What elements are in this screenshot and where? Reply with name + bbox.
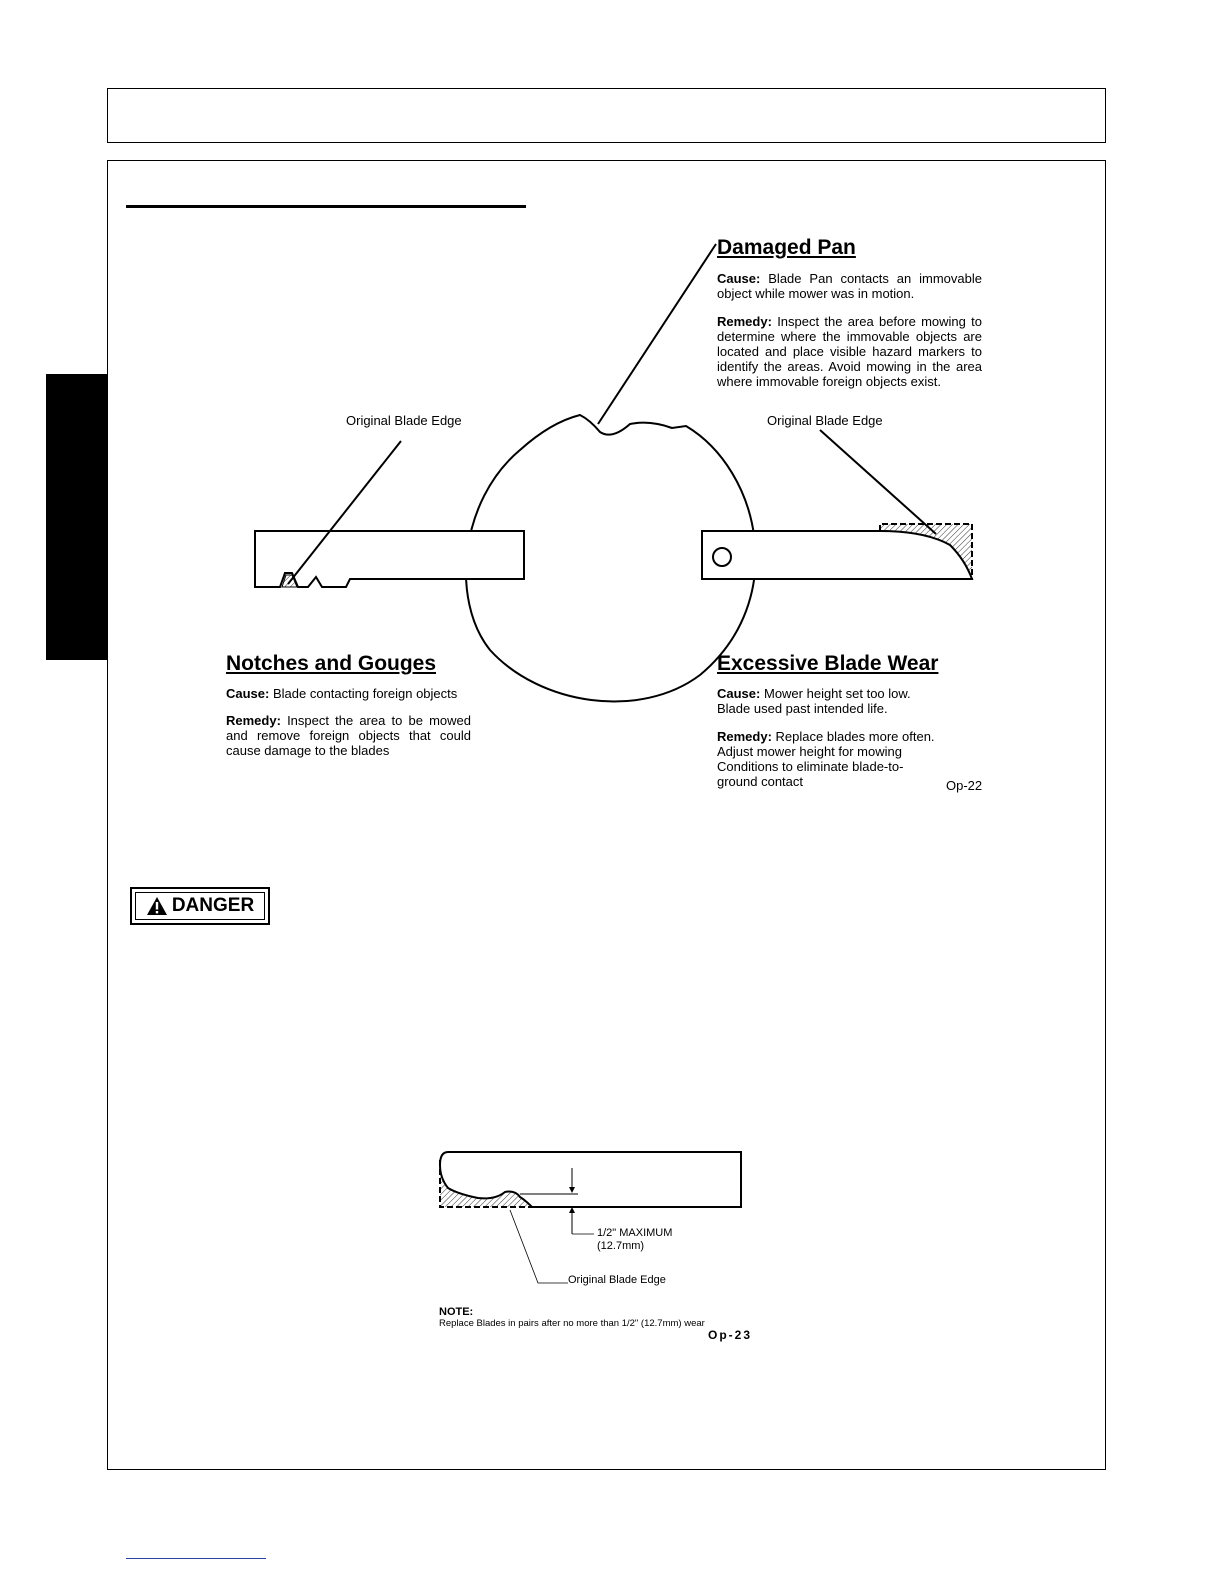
remedy-line-3: Conditions to eliminate blade-to-	[717, 759, 904, 774]
original-blade-edge-label-right: Original Blade Edge	[767, 413, 883, 428]
worn-blade	[702, 531, 972, 579]
cause-line-1: Mower height set too low.	[763, 686, 911, 701]
notched-blade	[255, 531, 524, 587]
cause-text: Blade Pan contacts an immovable object while mower was in motion.	[717, 271, 982, 301]
edge-leader	[510, 1210, 568, 1283]
note-text: Replace Blades in pairs after no more than 1/2" (12.7mm) wear	[439, 1318, 705, 1329]
remedy-label: Remedy:	[717, 729, 772, 744]
danger-inner	[135, 892, 265, 920]
footer-link-rule	[126, 1558, 266, 1559]
notches-heading: Notches and Gouges	[226, 652, 437, 675]
leader-right-edge	[820, 430, 936, 534]
leader-damaged-pan	[598, 244, 716, 424]
max-wear-line-2: (12.7mm)	[597, 1240, 645, 1252]
remedy-label: Remedy:	[226, 713, 281, 728]
remedy-line-2: Adjust mower height for mowing	[717, 744, 902, 759]
danger-word: DANGER	[171, 895, 255, 916]
danger-signal-box	[130, 887, 270, 925]
original-blade-edge-label-op23: Original Blade Edge	[568, 1274, 666, 1286]
cause-text: Blade contacting foreign objects	[272, 686, 458, 701]
mounting-hole	[713, 548, 731, 566]
excessive-wear-remedy	[717, 729, 982, 789]
cause-label: Cause:	[717, 271, 761, 286]
remedy-text: Inspect the area before mowing to determine where the immovable objects are located and place visible hazard markers to identify the areas. Avoid mowing in the area where immovable foreign objects exist.	[717, 314, 982, 389]
remedy-line-1: Replace blades more often.	[775, 729, 935, 744]
remedy-line-4: ground contact	[717, 774, 804, 789]
cause-label: Cause:	[226, 686, 270, 701]
remedy-text: Inspect the area to be mowed and remove foreign objects that could cause damage to the blades	[226, 713, 471, 758]
damaged-pan-heading: Damaged Pan	[717, 236, 856, 259]
damaged-pan-remedy	[717, 314, 982, 389]
cause-label: Cause:	[717, 686, 761, 701]
notches-cause	[226, 686, 471, 701]
remedy-label: Remedy:	[717, 314, 772, 329]
cause-line-2: Blade used past intended life.	[717, 701, 888, 716]
notches-remedy	[226, 713, 471, 758]
original-blade-edge-label-left: Original Blade Edge	[346, 413, 462, 428]
warning-triangle-icon	[146, 896, 168, 916]
damaged-pan-cause	[717, 271, 982, 301]
figure-id-op22: Op-22	[946, 778, 983, 793]
max-wear-line-1: 1/2" MAXIMUM	[597, 1227, 673, 1239]
figure-id-op23: Op-23	[708, 1328, 753, 1342]
excessive-wear-heading: Excessive Blade Wear	[717, 652, 939, 675]
excessive-wear-cause	[717, 686, 982, 716]
note-label: NOTE:	[439, 1306, 474, 1318]
